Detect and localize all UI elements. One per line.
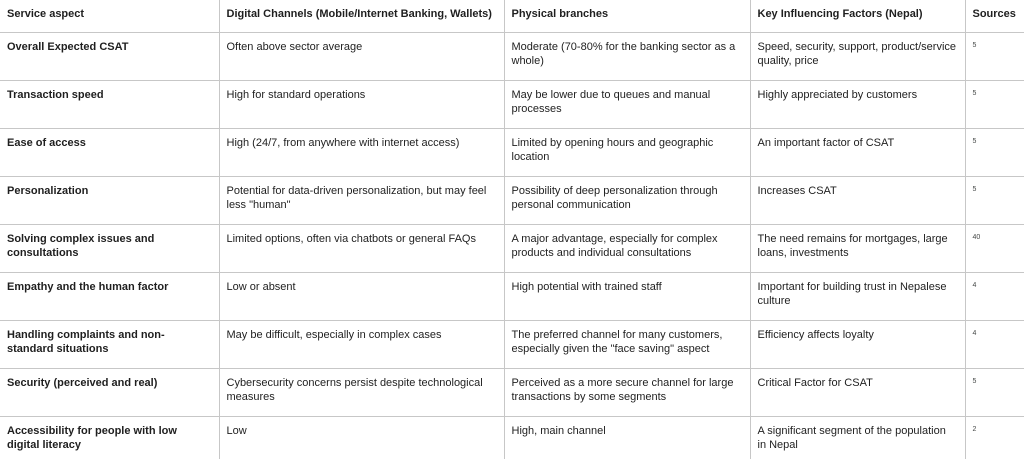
cell-digital: Low (219, 416, 504, 459)
cell-factors: An important factor of CSAT (750, 128, 965, 176)
cell-aspect: Security (perceived and real) (0, 368, 219, 416)
cell-physical: Perceived as a more secure channel for large transactions by some segments (504, 368, 750, 416)
cell-physical: Moderate (70-80% for the banking sector as a whole) (504, 32, 750, 80)
cell-aspect: Empathy and the human factor (0, 272, 219, 320)
cell-factors: Critical Factor for CSAT (750, 368, 965, 416)
table-row (0, 416, 1024, 459)
cell-digital: May be difficult, especially in complex cases (219, 320, 504, 368)
header-row (0, 0, 1024, 32)
cell-factors: Highly appreciated by customers (750, 80, 965, 128)
cell-factors: Speed, security, support, product/service quality, price (750, 32, 965, 80)
cell-physical: Possibility of deep personalization through personal communication (504, 176, 750, 224)
cell-factors: Increases CSAT (750, 176, 965, 224)
cell-physical: May be lower due to queues and manual processes (504, 80, 750, 128)
cell-physical: High, main channel (504, 416, 750, 459)
cell-physical: A major advantage, especially for complex products and individual consultations (504, 224, 750, 272)
cell-factors: A significant segment of the population in Nepal (750, 416, 965, 459)
cell-factors: Important for building trust in Nepalese culture (750, 272, 965, 320)
cell-physical: High potential with trained staff (504, 272, 750, 320)
header-digital-channels: Digital Channels (Mobile/Internet Banking, Wallets) (219, 0, 504, 32)
table-row (0, 128, 1024, 176)
table-row (0, 80, 1024, 128)
cell-source[interactable]: 5 (965, 128, 1024, 176)
cell-digital: Potential for data-driven personalization, but may feel less "human" (219, 176, 504, 224)
header-service-aspect: Service aspect (0, 0, 219, 32)
table-row (0, 320, 1024, 368)
cell-aspect: Accessibility for people with low digital literacy (0, 416, 219, 459)
table-row (0, 32, 1024, 80)
cell-aspect: Transaction speed (0, 80, 219, 128)
cell-factors: The need remains for mortgages, large loans, investments (750, 224, 965, 272)
cell-source[interactable]: 5 (965, 80, 1024, 128)
cell-aspect: Handling complaints and non-standard situations (0, 320, 219, 368)
cell-digital: High (24/7, from anywhere with internet access) (219, 128, 504, 176)
cell-digital: Low or absent (219, 272, 504, 320)
cell-aspect: Solving complex issues and consultations (0, 224, 219, 272)
cell-source[interactable]: 40 (965, 224, 1024, 272)
table-row (0, 176, 1024, 224)
header-sources: Sources (965, 0, 1024, 32)
table-row (0, 224, 1024, 272)
cell-source[interactable]: 4 (965, 272, 1024, 320)
cell-digital: High for standard operations (219, 80, 504, 128)
cell-digital: Often above sector average (219, 32, 504, 80)
cell-source[interactable]: 2 (965, 416, 1024, 459)
cell-factors: Efficiency affects loyalty (750, 320, 965, 368)
cell-source[interactable]: 5 (965, 176, 1024, 224)
cell-aspect: Ease of access (0, 128, 219, 176)
table-row (0, 272, 1024, 320)
header-physical-branches: Physical branches (504, 0, 750, 32)
cell-aspect: Overall Expected CSAT (0, 32, 219, 80)
table-row (0, 368, 1024, 416)
cell-digital: Cybersecurity concerns persist despite technological measures (219, 368, 504, 416)
cell-digital: Limited options, often via chatbots or general FAQs (219, 224, 504, 272)
cell-physical: The preferred channel for many customers, especially given the "face saving" aspect (504, 320, 750, 368)
cell-physical: Limited by opening hours and geographic location (504, 128, 750, 176)
header-key-factors: Key Influencing Factors (Nepal) (750, 0, 965, 32)
cell-source[interactable]: 5 (965, 368, 1024, 416)
cell-aspect: Personalization (0, 176, 219, 224)
cell-source[interactable]: 5 (965, 32, 1024, 80)
cell-source[interactable]: 4 (965, 320, 1024, 368)
